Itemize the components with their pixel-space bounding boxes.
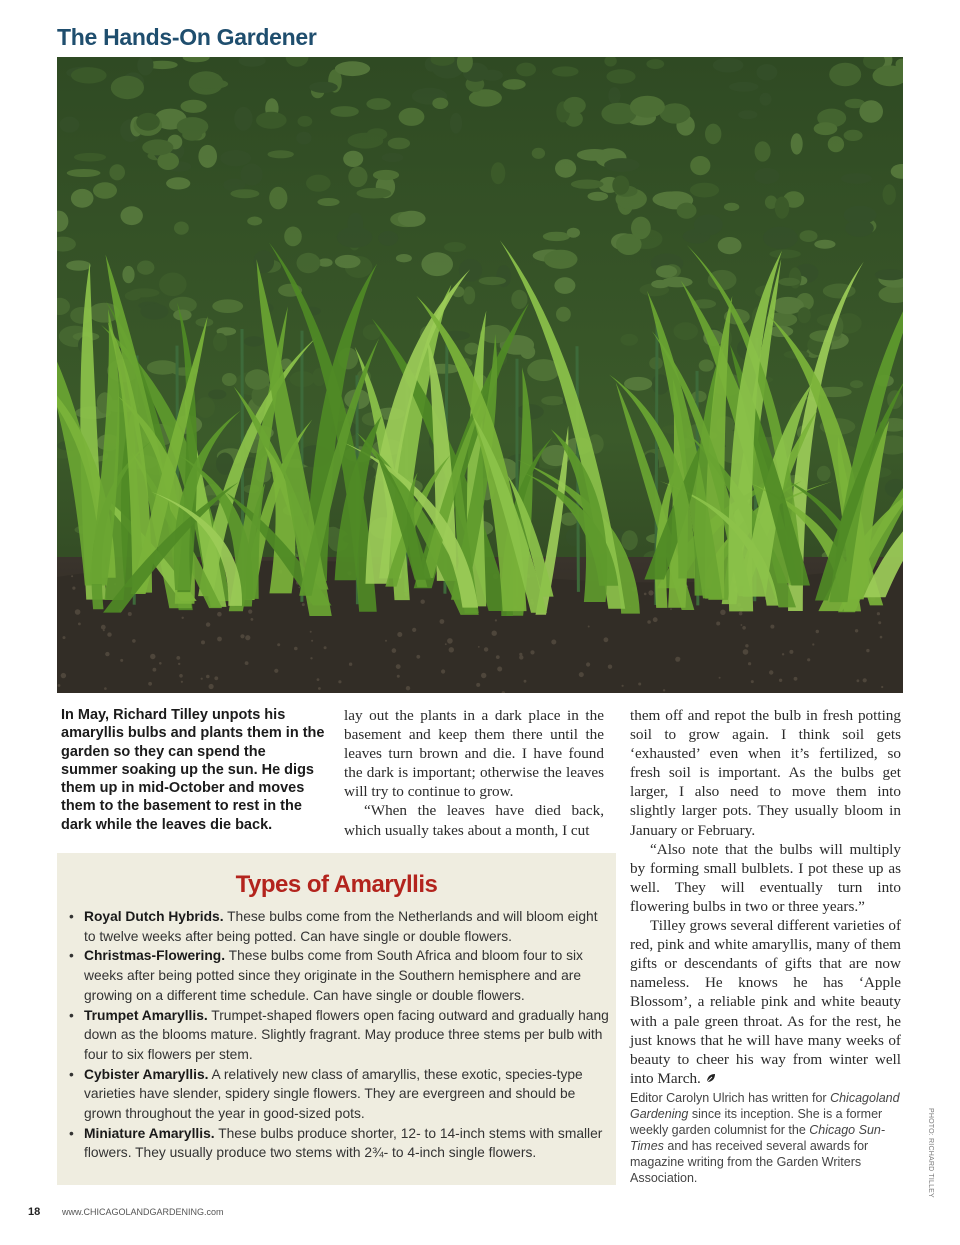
item-text: A relatively new class of amaryllis, these exotic, species-type varieties have slender, spidery single flowers. They are evergreen and should be grown throughout the year in good-sized pots. [84, 1066, 583, 1121]
bio-text: and has received several awards for magazine writing from the Garden Writers Association. [630, 1138, 869, 1185]
amaryllis-types-list [69, 907, 609, 1163]
item-name: Christmas-Flowering. [84, 948, 226, 964]
leaf-end-mark-icon [705, 1072, 717, 1084]
article-column-2 [344, 706, 604, 840]
article-paragraph: “Also note that the bulbs will multiply by forming small bulblets. I pot these up as well. They will eventually turn into flowering bulbs in two or three years.” [630, 840, 901, 915]
list-item [69, 907, 609, 946]
article-paragraph: lay out the plants in a dark place in the basement and keep them there until the leaves turn brown and die. I have found the dark is important; otherwise the leaves will try to continue to grow. [344, 707, 604, 801]
item-name: Royal Dutch Hybrids. [84, 909, 224, 924]
bio-text: since its inception. She is a former weekly garden columnist for the [630, 1106, 883, 1137]
bio-publication: Chicago Sun-Times [630, 1122, 886, 1153]
list-item [69, 1006, 609, 1065]
sidebar-title: Types of Amaryllis [235, 871, 438, 898]
bullet-icon: • [69, 1125, 74, 1141]
author-bio [630, 1090, 901, 1186]
item-text: These bulbs come from the Netherlands and will bloom eight to twelve weeks after being potted. Can have single or double flowers. [84, 909, 598, 944]
item-name: Cybister Amaryllis. [84, 1066, 209, 1082]
list-item [69, 946, 609, 1005]
item-text: These bulbs come from South Africa and bloom four to six weeks after being potted since they originate in the Southern hemisphere and are growing on a different time schedule. Can have single or double flowers. [84, 948, 583, 1003]
item-text: These bulbs produce shorter, 12- to 14-inch stems with smaller flowers. They usually produce two stems with 2¾- to 4-inch single flowers. [84, 1125, 603, 1161]
list-item [69, 1065, 609, 1124]
item-name: Miniature Amaryllis. [84, 1125, 215, 1141]
amaryllis-garden-photo [57, 57, 903, 693]
article-paragraph: “When the leaves have died back, which usually takes about a month, I cut [344, 802, 604, 839]
page-header-title: The Hands-On Gardener [57, 24, 317, 50]
article-column-3 [630, 706, 901, 1186]
bullet-icon: • [69, 1007, 74, 1023]
list-item [69, 1124, 609, 1163]
bio-text: Editor Carolyn Ulrich has written for [630, 1090, 831, 1105]
bullet-icon: • [69, 909, 74, 924]
item-name: Trumpet Amaryllis. [84, 1007, 208, 1023]
article-paragraph-text: Tilley grows several different varieties of red, pink and white amaryllis, many of them gifts or descendants of gifts that are now nameless. He knows he has ‘Apple Blossom’, a reliable pink and white beauty with a pale green throat. As for the rest, he just knows that he will have many weeks of beauty to cheer his way from winter well into March. [630, 917, 901, 1087]
bio-publication: Chicagoland Gardening [630, 1090, 900, 1121]
bullet-icon: • [69, 1066, 74, 1082]
sidebar-types-of-amaryllis [57, 853, 616, 1185]
photo-credit: PHOTO: RICHARD TILLEY [927, 1108, 934, 1198]
bullet-icon: • [69, 948, 74, 964]
photo-caption: In May, Richard Tilley unpots his amaryllis bulbs and plants them in the garden so they can spend the summer soaking up the sun. He digs them up in mid-October and moves them to the basement to rest in the dark while the leaves die back. [61, 707, 325, 833]
footer-url: www.CHICAGOLANDGARDENING.com [62, 1207, 224, 1217]
article-paragraph: them off and repot the bulb in fresh potting soil to grow again. I think soil gets ‘exhausted’ even when it’s fertilized, so fresh soil is important. As the bulbs get larger, I also need to move them into slightly larger pots. They usually bloom in January or February. [630, 707, 901, 839]
page-number: 18 [28, 1206, 41, 1218]
article-paragraph [630, 916, 901, 1088]
item-text: Trumpet-shaped flowers open facing outward and gradually hang down as the blooms mature. Slightly fragrant. May produce three stems per bulb with four to six flowers per stem. [84, 1007, 609, 1062]
